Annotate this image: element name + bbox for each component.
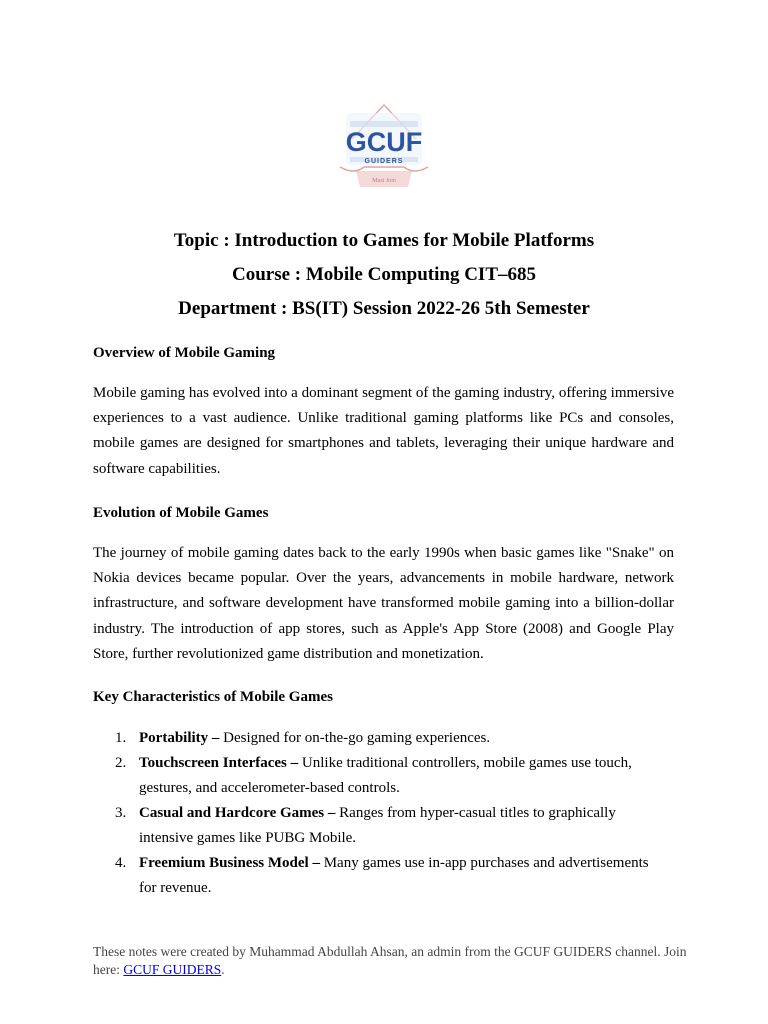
document-header <box>0 224 768 326</box>
characteristics-list <box>93 726 653 901</box>
list-item-term: Freemium Business Model – <box>139 855 320 871</box>
characteristics-list-wrap <box>93 726 653 901</box>
list-item-desc: Many games use in-app purchases and advertisements for revenue. <box>139 855 649 896</box>
gcuf-guiders-link[interactable]: GCUF GUIDERS <box>123 962 222 977</box>
overview-heading: Overview of Mobile Gaming <box>93 345 276 361</box>
list-item-number: 3. <box>115 805 127 821</box>
list-item-number: 4. <box>115 855 127 871</box>
list-item-term: Portability – <box>139 730 220 746</box>
list-item <box>93 801 653 851</box>
footer-note <box>93 943 693 979</box>
list-item-desc: Unlike traditional controllers, mobile games use touch, gestures, and accelerometer-based controls. <box>139 755 632 796</box>
topic-title: Topic : Introduction to Games for Mobile Platforms <box>173 230 595 251</box>
overview-body-wrap <box>93 381 674 482</box>
evolution-heading: Evolution of Mobile Games <box>93 505 269 521</box>
list-item-desc: Ranges from hyper-casual titles to graphically intensive games like PUBG Mobile. <box>139 805 616 846</box>
evolution-paragraph: The journey of mobile gaming dates back to the early 1990s when basic games like "Snake" on Nokia devices became popular. Over the years, advancements in mobile hardware, network infrastructure, and software development have transformed mobile gaming into a billion-dollar industry. The introduction of app stores, such as Apple's App Store (2008) and Google Play Store, further revolutionized game distribution and monetization. <box>93 545 674 662</box>
list-item-number: 2. <box>115 755 127 771</box>
department-title: Department : BS(IT) Session 2022-26 5th Semester <box>178 298 590 319</box>
list-item <box>93 751 653 801</box>
evolution-body-wrap <box>93 541 674 667</box>
list-item-term: Touchscreen Interfaces – <box>139 755 299 771</box>
list-item <box>93 726 653 751</box>
overview-section <box>93 343 674 363</box>
list-item-term: Casual and Hardcore Games – <box>139 805 336 821</box>
footer-text: These notes were created by Muhammad Abdullah Ahsan, an admin from the GCUF GUIDERS channel. Join here: <box>93 944 687 977</box>
logo-sub-text: GUIDERS <box>364 158 404 165</box>
logo-main-text: GCUF <box>345 127 423 157</box>
characteristics-heading: Key Characteristics of Mobile Games <box>93 689 333 705</box>
list-item-desc: Designed for on-the-go gaming experiences. <box>219 730 491 746</box>
course-title: Course : Mobile Computing CIT–685 <box>231 264 536 285</box>
list-item <box>93 851 653 901</box>
characteristics-section <box>93 687 674 707</box>
footer-trailing: . <box>221 962 225 977</box>
logo-ribbon-text: Must Join <box>372 178 396 184</box>
list-item-number: 1. <box>115 730 127 746</box>
gcuf-guiders-logo <box>334 97 434 197</box>
evolution-section <box>93 503 674 523</box>
logo-graphic <box>334 97 434 197</box>
overview-paragraph: Mobile gaming has evolved into a dominant segment of the gaming industry, offering immersive experiences to a vast audience. Unlike traditional gaming platforms like PCs and consoles, mobile games are designed for smartphones and tablets, leveraging their unique hardware and software capabilities. <box>93 385 674 477</box>
